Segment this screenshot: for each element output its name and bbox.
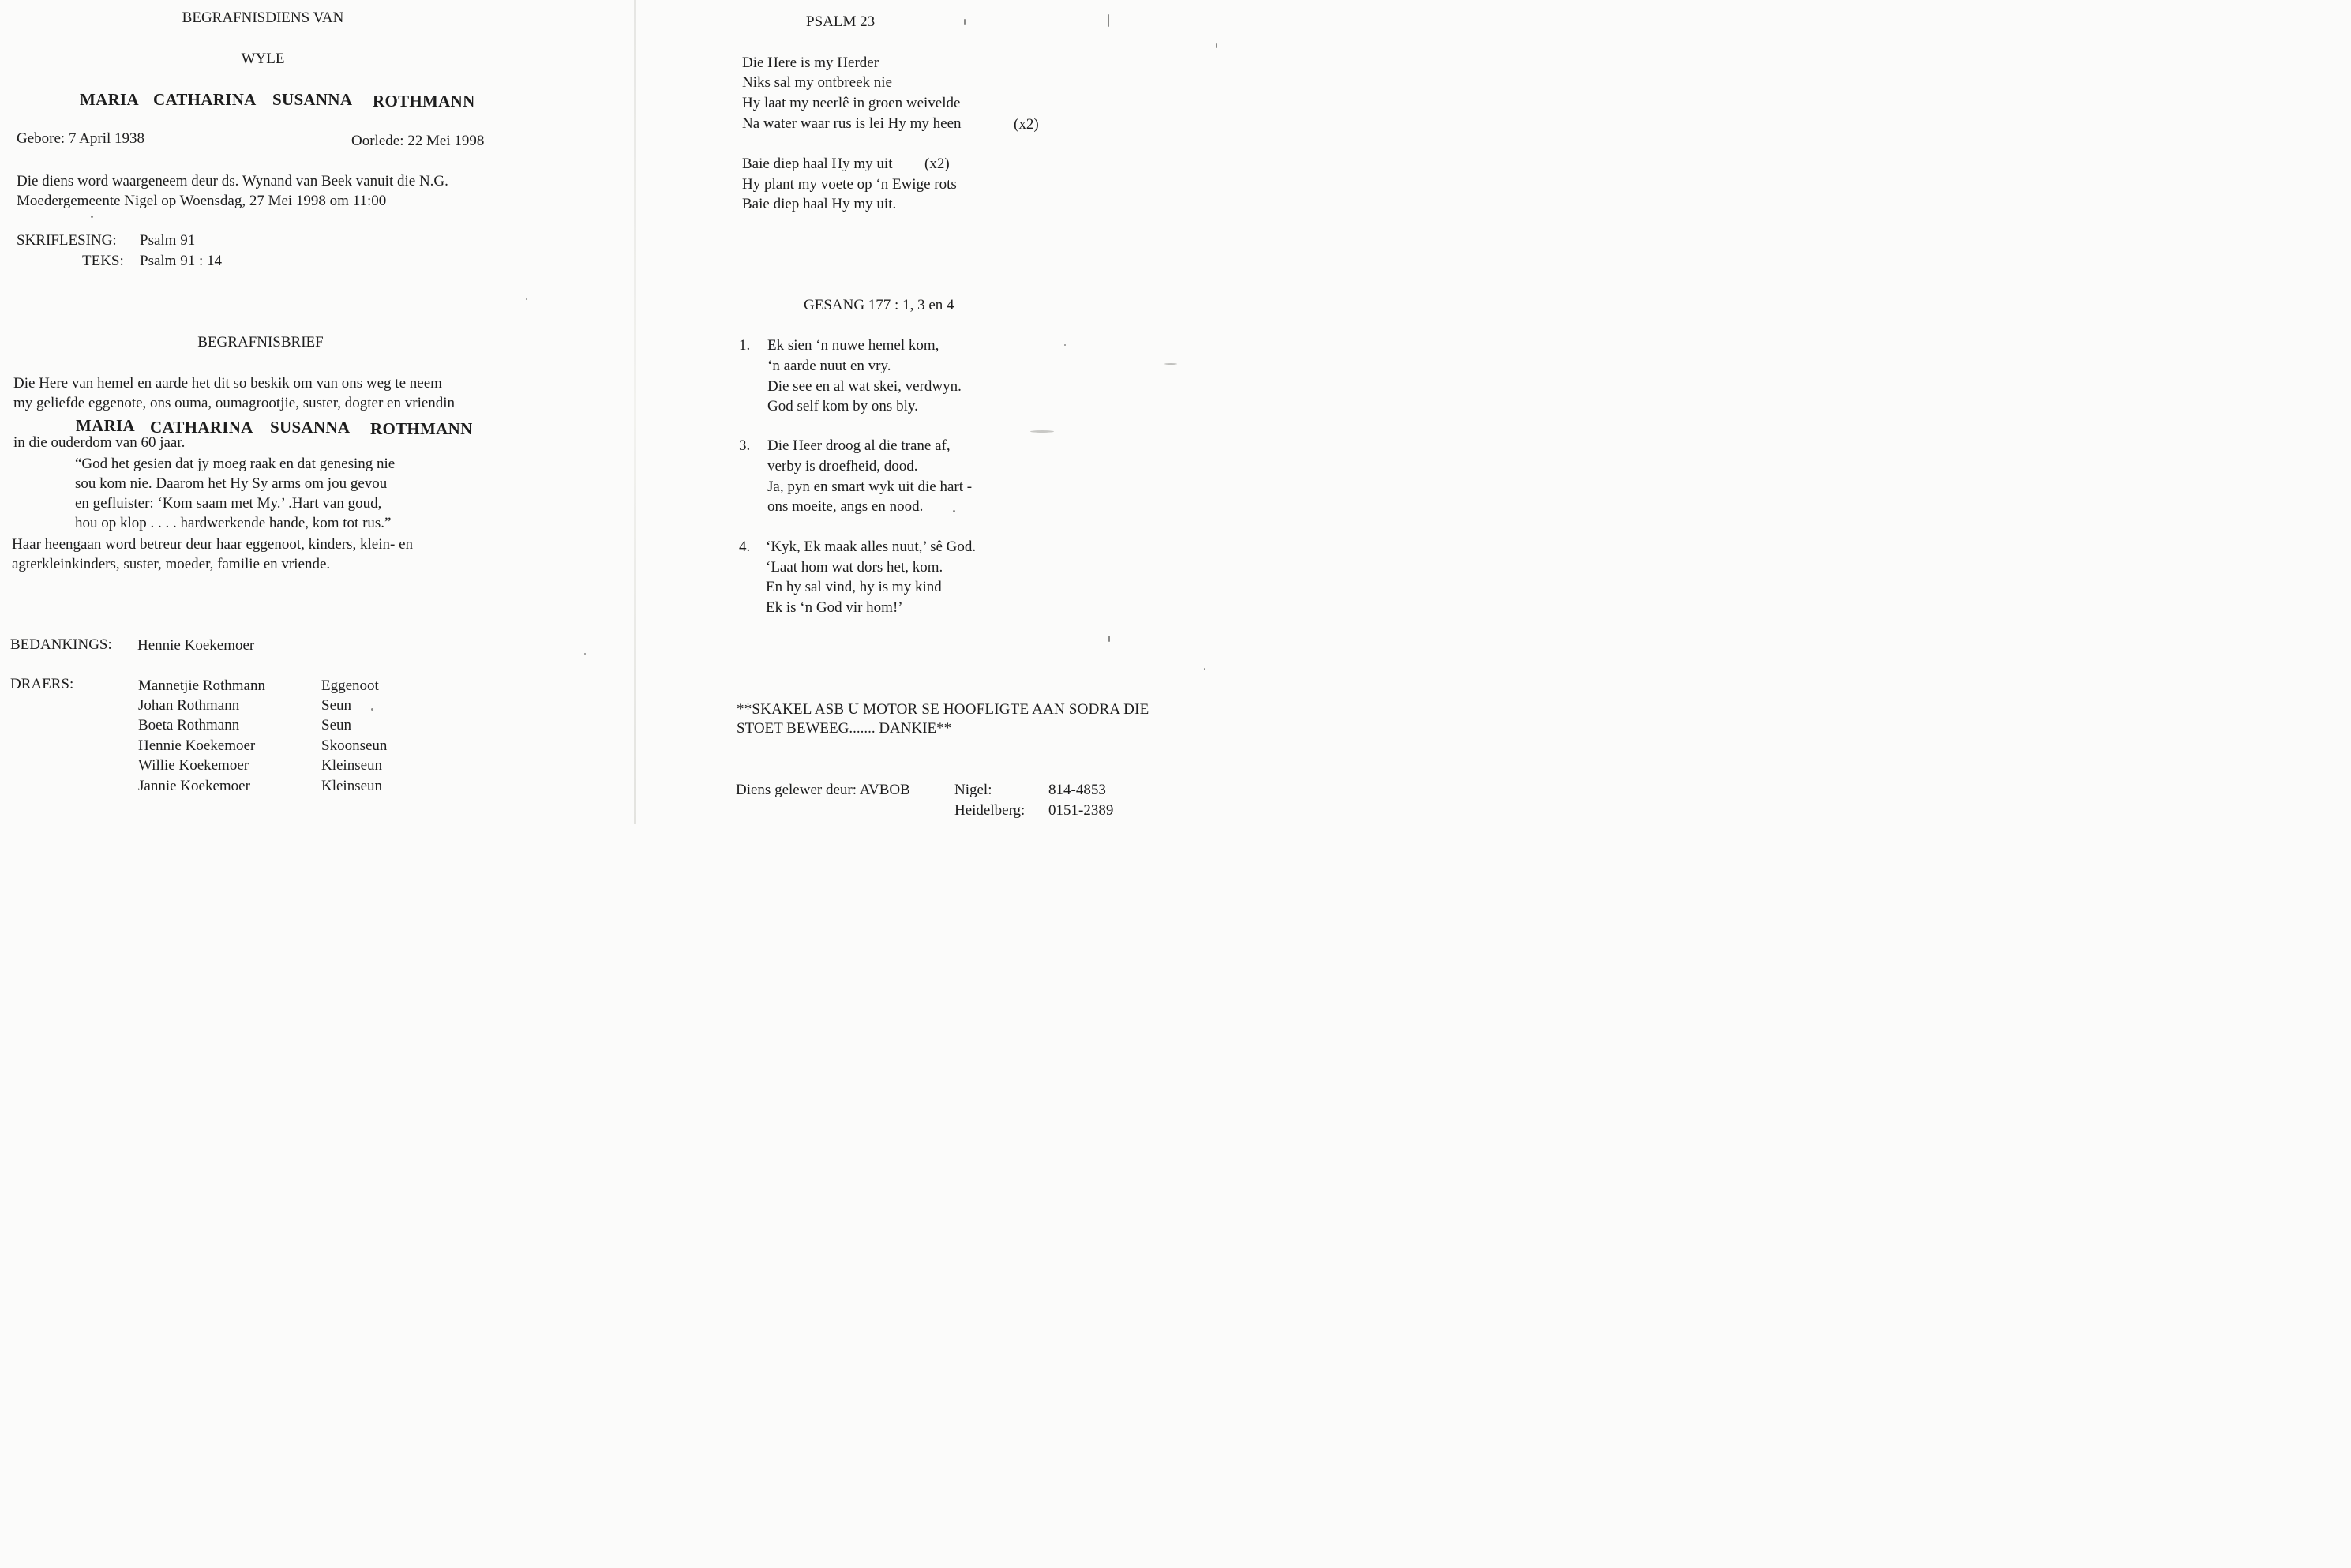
service-conducted-line-2: Moedergemeente Nigel op Woensdag, 27 Mei 1998 om 11:00 [17, 193, 387, 209]
letter-closing-1: Haar heengaan word betreur deur haar eggenoot, kinders, klein- en [12, 536, 414, 553]
hymn-line: God self kom by ons bly. [767, 398, 918, 415]
letter-line-2: my geliefde eggenote, ons ouma, oumagrootjie, suster, dogter en vriendin [13, 395, 456, 411]
scan-speck [1108, 14, 1109, 27]
scan-speck [1030, 430, 1054, 433]
bearer-relation: Kleinseun [321, 757, 383, 774]
reading-label: SKRIFLESING: [17, 232, 117, 249]
thanks-value: Hennie Koekemoer [137, 637, 255, 654]
psalm-line: Niks sal my ontbreek nie [742, 74, 892, 91]
letter-closing-2: agterkleinkinders, suster, moeder, familie en vriende. [12, 556, 331, 572]
bearer-name: Boeta Rothmann [138, 717, 240, 733]
psalm-line: Hy laat my neerlê in groen weivelde [742, 95, 961, 111]
funeral-home-label: Diens gelewer deur: AVBOB [736, 782, 910, 798]
bearers-label: DRAERS: [10, 676, 74, 692]
verse-number: 3. [739, 437, 751, 454]
letter-name-third: SUSANNA [270, 418, 351, 437]
hymn-line: Ek is ‘n God vir hom!’ [766, 599, 903, 616]
hymn-line: Ek sien ‘n nuwe hemel kom, [767, 337, 939, 354]
hymn-title: GESANG 177 : 1, 3 en 4 [804, 297, 954, 313]
scan-speck [1204, 668, 1205, 670]
bearer-relation: Seun [321, 717, 351, 733]
psalm-line: Baie diep haal Hy my uit. [742, 196, 897, 212]
deceased-second-name: CATHARINA [153, 90, 257, 109]
letter-line-3: in die ouderdom van 60 jaar. [13, 434, 186, 451]
bearer-name: Johan Rothmann [138, 697, 240, 714]
bearer-name: Mannetjie Rothmann [138, 677, 265, 694]
psalm-line: Baie diep haal Hy my uit [742, 156, 893, 172]
letter-heading: BEGRAFNISBRIEF [197, 334, 324, 351]
scan-speck [964, 19, 966, 25]
scan-speck [526, 298, 527, 300]
psalm-line: Die Here is my Herder [742, 54, 879, 71]
born-date: Gebore: 7 April 1938 [17, 130, 145, 147]
branch-place: Nigel: [954, 782, 992, 798]
headlights-notice-line-1: **SKAKEL ASB U MOTOR SE HOOFLIGTE AAN SODRA DIE [737, 701, 1149, 718]
hymn-line: Die see en al wat skei, verdwyn. [767, 378, 962, 395]
bearer-name: Jannie Koekemoer [138, 778, 250, 794]
service-conducted-line-1: Die diens word waargeneem deur ds. Wynand van Beek vanuit die N.G. [17, 173, 448, 189]
reading-value: Psalm 91 [140, 232, 196, 249]
verse-number: 1. [739, 337, 751, 354]
scan-speck [91, 216, 93, 218]
scan-speck [953, 510, 955, 512]
letter-name-second: CATHARINA [150, 418, 253, 437]
service-heading: BEGRAFNISDIENS VAN [182, 9, 344, 26]
scan-speck [1216, 43, 1217, 48]
hymn-line: Die Heer droog al die trane af, [767, 437, 951, 454]
hymn-line: ons moeite, angs en nood. [767, 498, 924, 515]
hymn-line: ‘n aarde nuut en vry. [767, 358, 891, 374]
left-page [0, 0, 619, 824]
scan-speck [1064, 344, 1066, 346]
deceased-surname: ROTHMANN [373, 92, 475, 111]
bearer-name: Hennie Koekemoer [138, 737, 256, 754]
psalm-line: Na water waar rus is lei Hy my heen [742, 115, 962, 132]
scan-speck [584, 653, 586, 655]
psalm-line: Hy plant my voete op ‘n Ewige rots [742, 176, 957, 193]
hymn-line: ‘Kyk, Ek maak alles nuut,’ sê God. [766, 538, 977, 555]
quote-line-3: en gefluister: ‘Kom saam met My.’ .Hart van goud, [75, 495, 382, 512]
letter-name-surname: ROTHMANN [370, 419, 473, 438]
bearer-relation: Kleinseun [321, 778, 383, 794]
repeat-mark: (x2) [1014, 116, 1039, 133]
text-label: TEKS: [82, 253, 124, 269]
bearer-relation: Seun [321, 697, 351, 714]
bearer-relation: Skoonseun [321, 737, 388, 754]
branch-phone: 0151-2389 [1048, 802, 1114, 819]
branch-place: Heidelberg: [954, 802, 1026, 819]
scan-speck [1108, 636, 1110, 642]
quote-line-1: “God het gesien dat jy moeg raak en dat genesing nie [75, 456, 396, 472]
bearer-name: Willie Koekemoer [138, 757, 249, 774]
bearer-relation: Eggenoot [321, 677, 379, 694]
headlights-notice-line-2: STOET BEWEEG....... DANKIE** [737, 720, 952, 737]
repeat-mark: (x2) [924, 156, 950, 172]
branch-phone: 814-4853 [1048, 782, 1106, 798]
deceased-first-name: MARIA [80, 90, 139, 109]
quote-line-4: hou op klop . . . . hardwerkende hande, kom tot rus.” [75, 515, 392, 531]
death-date: Oorlede: 22 Mei 1998 [351, 133, 485, 149]
letter-line-1: Die Here van hemel en aarde het dit so beskik om van ons weg te neem [13, 375, 442, 392]
text-value: Psalm 91 : 14 [140, 253, 222, 269]
scan-speck [371, 708, 373, 711]
deceased-third-name: SUSANNA [272, 90, 353, 109]
wyle-label: WYLE [241, 51, 285, 67]
hymn-line: verby is droefheid, dood. [767, 458, 918, 475]
hymn-line: En hy sal vind, hy is my kind [766, 579, 942, 595]
thanks-label: BEDANKINGS: [10, 636, 112, 653]
right-page [619, 0, 1238, 824]
psalm-title: PSALM 23 [806, 13, 876, 30]
verse-number: 4. [739, 538, 751, 555]
hymn-line: Ja, pyn en smart wyk uit die hart - [767, 478, 973, 495]
hymn-line: ‘Laat hom wat dors het, kom. [766, 559, 943, 576]
scan-speck [1164, 363, 1177, 365]
quote-line-2: sou kom nie. Daarom het Hy Sy arms om jou gevou [75, 475, 388, 492]
letter-name-first: MARIA [76, 416, 135, 435]
